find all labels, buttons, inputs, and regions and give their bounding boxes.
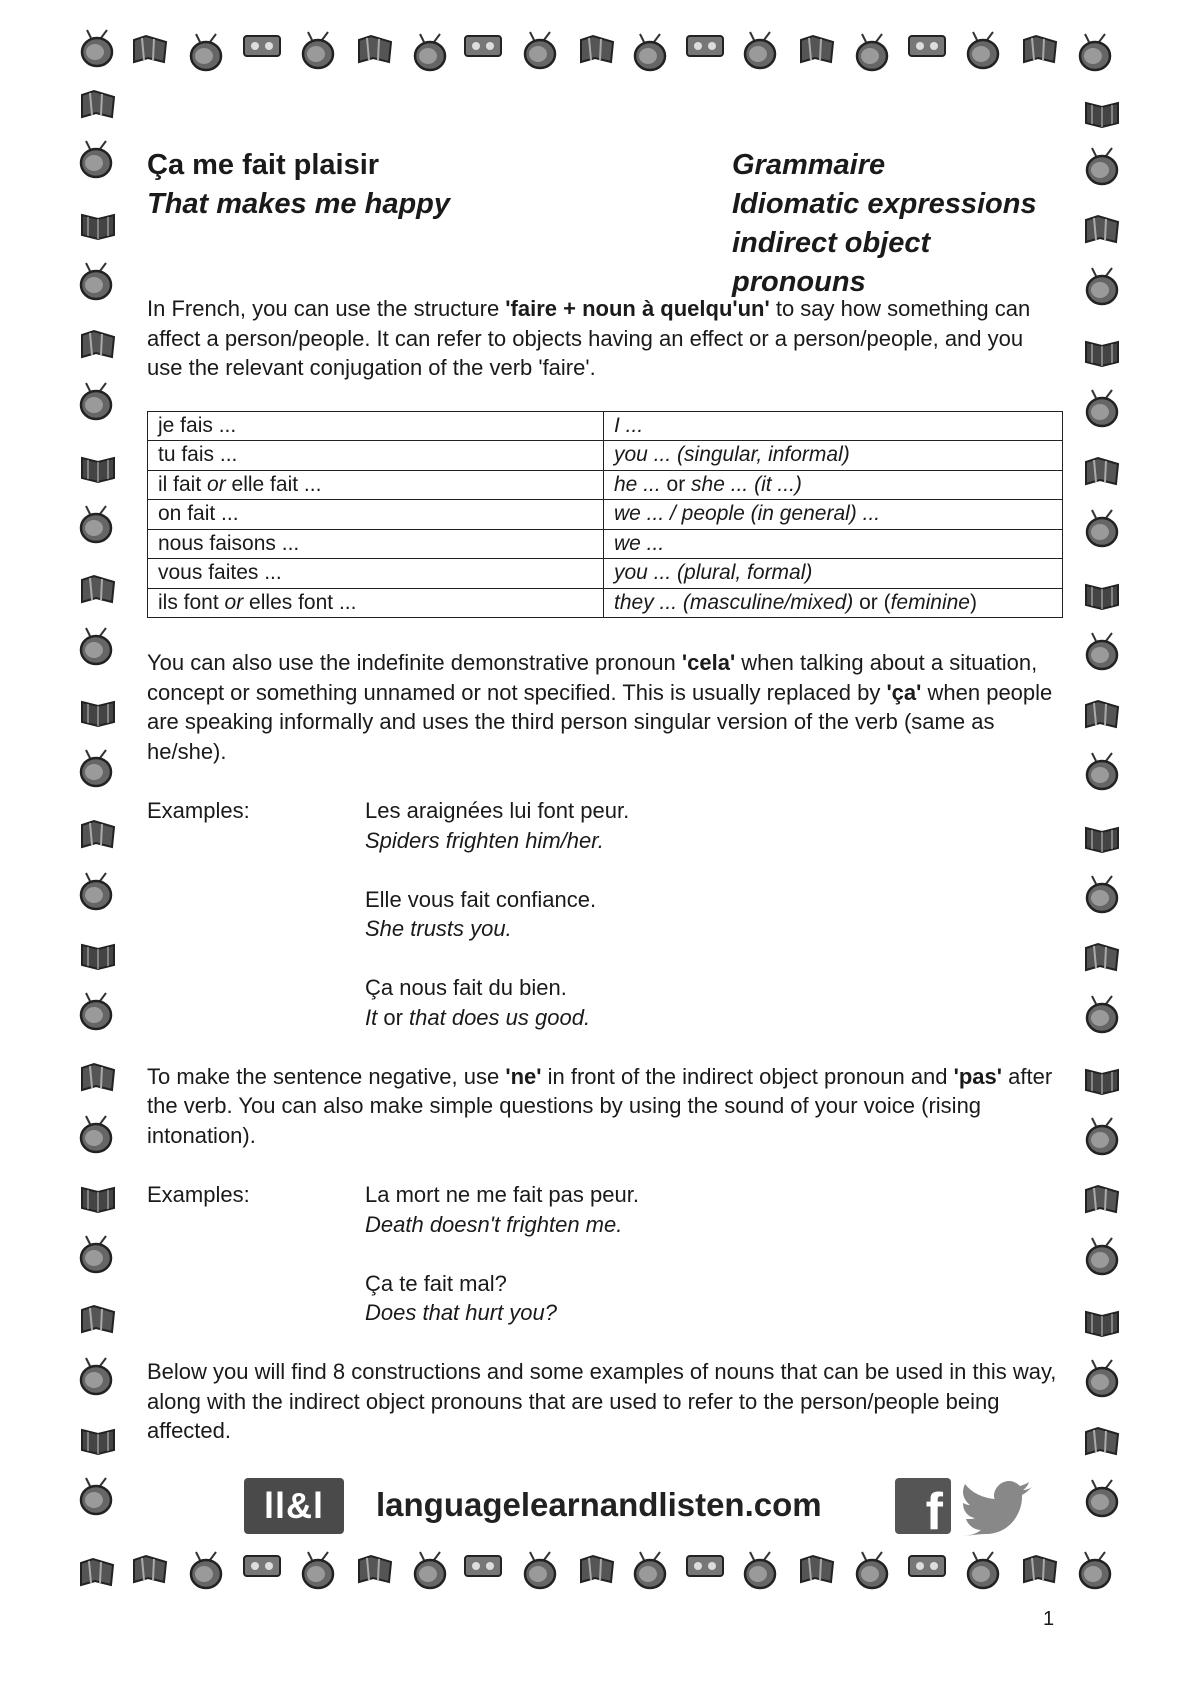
conjugation-french xyxy=(148,529,604,559)
website-link[interactable]: languagelearnandlisten.com xyxy=(376,1486,822,1523)
negative-text-2: in front of the indirect object pronoun and xyxy=(541,1063,954,1089)
facebook-icon[interactable]: f xyxy=(895,1478,951,1534)
example-french: Ça te fait mal? xyxy=(365,1270,507,1296)
conjugation-row xyxy=(148,500,1063,530)
conjugation-row xyxy=(148,529,1063,559)
conjugation-english xyxy=(604,411,1063,441)
conjugation-english xyxy=(604,559,1063,589)
example-item xyxy=(365,885,1062,944)
conjugation-french xyxy=(148,559,604,589)
conjugation-row xyxy=(148,588,1063,618)
conjugation-english xyxy=(604,441,1063,471)
conjugation-english xyxy=(604,500,1063,530)
examples-label: Examples: xyxy=(147,1182,250,1207)
french-form-2: elles font ... xyxy=(243,590,357,614)
examples-section-2 xyxy=(147,1180,1062,1328)
french-form: on fait ... xyxy=(158,502,239,526)
conjugation-row xyxy=(148,411,1063,441)
conjugation-row xyxy=(148,441,1063,471)
negative-paragraph xyxy=(147,1062,1062,1151)
example-english-text: Spiders frighten him/her. xyxy=(365,827,604,853)
or-word: or ( xyxy=(853,590,891,614)
conjugation-table xyxy=(147,411,1063,619)
english-form: I ... xyxy=(614,413,644,437)
french-form: vous faites ... xyxy=(158,561,282,585)
cela-text-1: You can also use the indefinite demonstrative pronoun xyxy=(147,650,682,675)
cela-text-2: when talking about a situation, concept or something unnamed or not specified. This is usually replaced by xyxy=(147,650,1038,705)
french-form: ils font xyxy=(158,590,225,614)
closing-paragraph: Below you will find 8 constructions and some examples of nouns that can be used in this way, along with the indirect object pronouns that are used to refer to the person/people being affected. xyxy=(147,1359,1057,1443)
footer xyxy=(0,1478,1200,1548)
conjugation-french xyxy=(148,500,604,530)
intro-structure: 'faire + noun à quelqu'un' xyxy=(505,296,770,321)
conjugation-english xyxy=(604,588,1063,618)
conjugation-french xyxy=(148,470,604,500)
english-form: we ... / people (in general) ... xyxy=(614,502,881,526)
brand-logo[interactable]: ll&l xyxy=(244,1478,344,1534)
examples-list xyxy=(365,796,1062,1032)
french-form-2: elle fait ... xyxy=(225,472,322,496)
example-english-text: It xyxy=(365,1004,378,1030)
twitter-icon[interactable] xyxy=(962,1480,1034,1536)
english-form: you ... (singular, informal) xyxy=(614,443,850,467)
conjugation-english xyxy=(604,470,1063,500)
intro-text-2: to say how something can affect a person/people. It can refer to objects having an effect or a person/people, and you use the relevant conjugation of the verb 'faire'. xyxy=(147,296,1031,380)
conjugation-row xyxy=(148,470,1063,500)
example-item xyxy=(365,1269,1062,1328)
conjugation-french xyxy=(148,441,604,471)
french-form: il fait xyxy=(158,472,208,496)
intro-paragraph xyxy=(147,294,1062,383)
french-form: nous faisons ... xyxy=(158,531,300,555)
conjugation-english xyxy=(604,529,1063,559)
category-idiomatic: Idiomatic expressions xyxy=(732,188,1037,220)
example-item xyxy=(365,796,1062,855)
french-form: tu fais ... xyxy=(158,443,238,467)
or-word: or xyxy=(224,590,244,614)
category-grammar: Grammaire xyxy=(732,149,886,181)
english-form: you ... (plural, formal) xyxy=(614,561,813,585)
example-english-text: She trusts you. xyxy=(365,916,512,941)
examples-section-1 xyxy=(147,796,1062,1032)
conjugation-row xyxy=(148,559,1063,589)
example-french: Les araignées lui font peur. xyxy=(365,798,630,823)
english-form-end: ) xyxy=(969,590,977,614)
intro-text-1: In French, you can use the structure xyxy=(147,296,506,321)
english-form-2: she ... (it ...) xyxy=(691,472,802,496)
example-english xyxy=(365,914,1062,944)
example-french: La mort ne me fait pas peur. xyxy=(365,1182,639,1207)
example-english xyxy=(365,826,1062,856)
ca-keyword: 'ça' xyxy=(886,679,922,705)
title-french: Ça me fait plaisir xyxy=(147,149,380,181)
example-english xyxy=(365,1003,1062,1033)
cela-paragraph xyxy=(147,648,1062,766)
example-or: or xyxy=(377,1004,410,1030)
conjugation-french xyxy=(148,588,604,618)
or-word: or xyxy=(207,472,226,496)
negative-text-3: after the verb. You can also make simple questions by using the sound of your voice (rising intonation). xyxy=(147,1063,1053,1148)
page-number: 1 xyxy=(1043,1608,1055,1630)
or-word: or xyxy=(660,472,692,496)
english-form: he ... xyxy=(614,472,661,496)
cela-text-3: when people are speaking informally and uses the third person singular version of the verb (same as he/she). xyxy=(147,679,1053,764)
example-item xyxy=(365,1180,1062,1239)
english-form: we ... xyxy=(614,531,665,555)
cela-keyword: 'cela' xyxy=(681,650,736,675)
example-english: Death doesn't frighten me. xyxy=(365,1211,623,1237)
ne-keyword: 'ne' xyxy=(505,1063,542,1089)
example-english-text-2: that does us good. xyxy=(409,1004,591,1030)
example-item xyxy=(365,973,1062,1032)
worksheet-header xyxy=(147,146,1062,298)
example-french: Elle vous fait confiance. xyxy=(365,886,597,912)
french-form: je fais ... xyxy=(158,413,237,437)
title-block xyxy=(147,146,450,224)
examples-label: Examples: xyxy=(147,798,250,823)
examples-list xyxy=(365,1180,1062,1328)
example-english: Does that hurt you? xyxy=(365,1300,558,1325)
worksheet-content xyxy=(147,146,1062,1446)
conjugation-french xyxy=(148,411,604,441)
example-french: Ça nous fait du bien. xyxy=(365,975,567,1000)
category-pronouns: indirect object pronouns xyxy=(732,227,931,298)
english-form-2: feminine xyxy=(890,590,970,614)
english-form: they ... (masculine/mixed) xyxy=(614,590,854,614)
title-english: That makes me happy xyxy=(147,188,450,220)
pas-keyword: 'pas' xyxy=(953,1063,1003,1089)
negative-text-1: To make the sentence negative, use xyxy=(147,1063,506,1089)
category-block xyxy=(732,146,1062,302)
